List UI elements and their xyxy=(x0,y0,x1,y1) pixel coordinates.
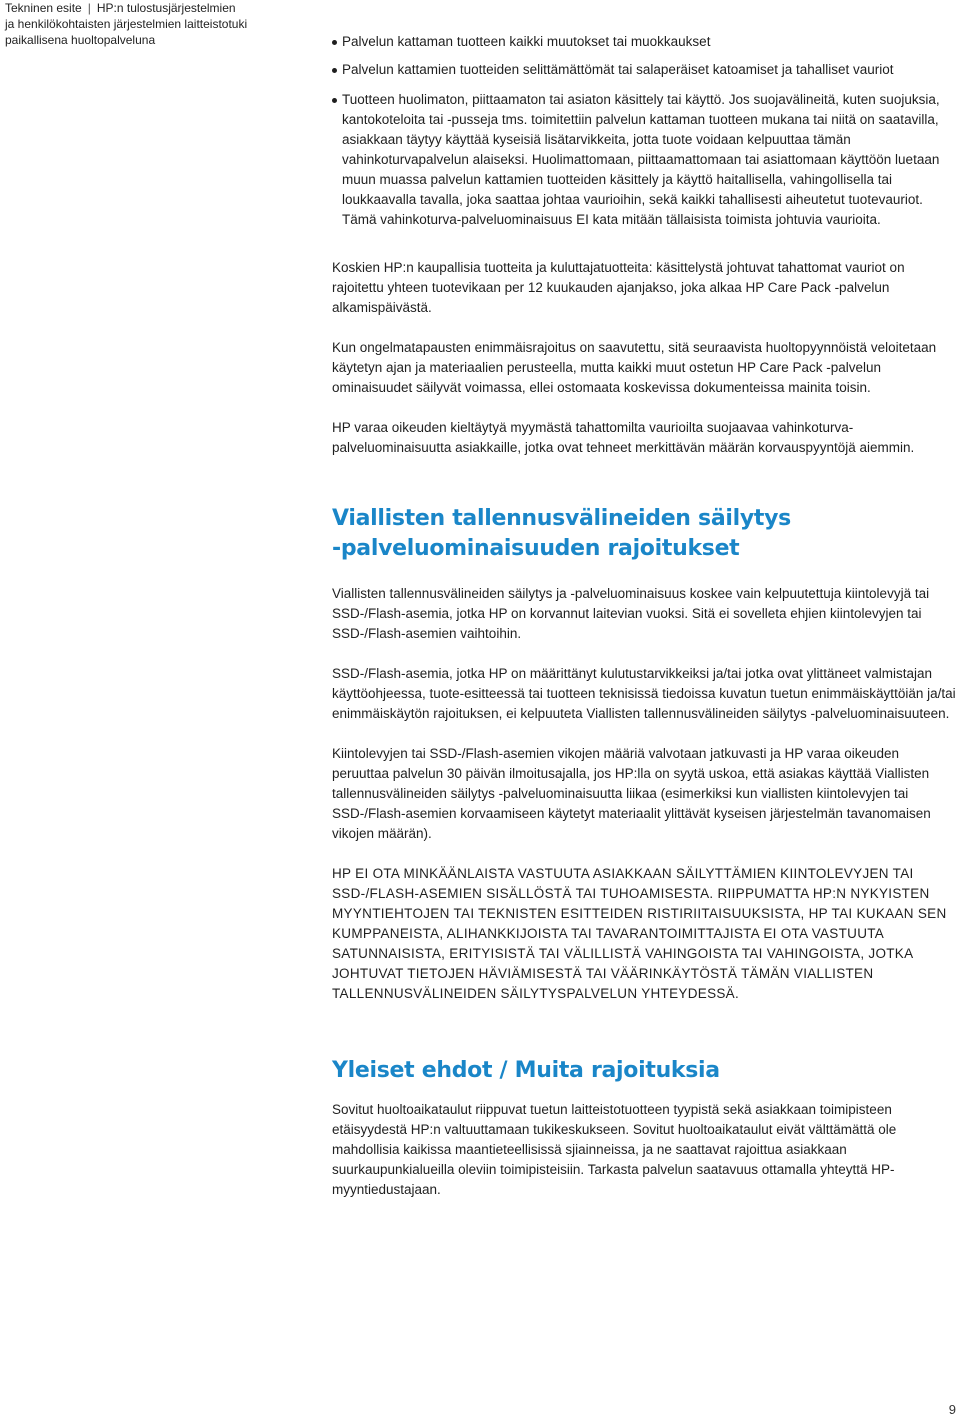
paragraph-liability-disclaimer: HP EI OTA MINKÄÄNLAISTA VASTUUTA ASIAKKAAN SÄILYTTÄMIEN KIINTOLEVYJEN TAI SSD-/FLASH-ASEMIEN SISÄLLÖSTÄ TAI TUHOAMISESTA. RIIPPUMATTA HP:N NYKYISTEN MYYNTIEHTOJEN TAI TEKNISTEN ESITTEIDEN RISTIRIITAISUUKSISTA, HP TAI KUKAAN SEN KUMPPANEISTA, ALIHANKKIJOISTA TAI TAVARANTOIMITTAJISTA EI OTA VASTUUTA SATUNNAISISTA, ERITYISISTÄ TAI VÄLILLISTÄ VAHINGOISTA TAI VAHINGOISTA, JOTKA JOHTUVAT TIETOJEN HÄVIÄMISESTÄ TAI VÄÄRINKÄYTÖSTÄ TÄMÄN VIALLISTEN TALLENNUSVÄLINEIDEN SÄILYTYSPALVELUN YHTEYDESSÄ. xyxy=(332,866,947,1001)
doc-type-label: Tekninen esite xyxy=(5,1,82,15)
list-item: Tuotteen huolimaton, piittaamaton tai asiaton käsittely tai käyttö. Jos suojavälineitä, kuten suojuksia, kantokoteloita tai -pusseja tms. toimitettiin palvelun kattaman tuotteen mukana tai niitä on saatavilla, asiakkaan täytyy käyttää kyseisiä lisätarvikkeita, jotta tuote voidaan kelpuuttaa tämän vahinkoturvapalvelun alaiseksi. Huolimattomaan, piittaamattomaan tai asiattomaan käyttöön luetaan muun muassa palvelun kattamien tuotteiden käsittely ja käyttö haitallisella, vahingollisella tai loukkaavalla tavalla, joka saattaa johtaa vaurioihin, sekä kaikki tahallisesti aiheutetut tuotevauriot. Tämä vahinkoturva-palveluominaisuus EI kata mitään tällaisista toimista johtuvia vaurioita. xyxy=(332,90,956,230)
section-heading-defective-media xyxy=(332,504,956,564)
doc-title-line-1: HP:n tulostusjärjestelmien xyxy=(96,1,236,15)
list-item: Palvelun kattaman tuotteen kaikki muutokset tai muokkaukset xyxy=(332,32,956,52)
doc-title-line-3: paikallisena huoltopalveluna xyxy=(5,33,156,47)
paragraph-accidental-damage-limit: Koskien HP:n kaupallisia tuotteita ja kuluttajatuotteita: käsittelystä johtuvat tahattomat vauriot on rajoitettu yhteen tuotevikaan per 12 kuukauden ajanjakso, joka alkaa HP Care Pack -palvelun alkamispäivästä. xyxy=(332,260,905,315)
main-content xyxy=(332,32,956,1220)
header-separator: | xyxy=(87,1,91,15)
doc-title-line-2: ja henkilökohtaisten järjestelmien laitteistotuki xyxy=(5,17,248,31)
paragraph-dmr-monitoring: Kiintolevyjen tai SSD-/Flash-asemien vikojen määriä valvotaan jatkuvasti ja HP varaa oikeuden peruuttaa palvelun 30 päivän ilmoitusajalla, jos HP:lla on syytä uskoa, että asiakas käyttää Viallisten tallennusvälineiden säilytys -palveluominaisuutta liikaa (esimerkiksi kun viallisten kiintolevyjen tai SSD-/Flash-asemien korvaamiseen käytetyt materiaalit ylittävät kyseisen järjestelmän tavanomaisen vikojen määrän). xyxy=(332,746,931,841)
paragraph-max-incidents: Kun ongelmatapausten enimmäisrajoitus on saavutettu, sitä seuraavista huoltopyynnöistä veloitetaan käytetyn ajan ja materiaalien perusteella, mutta kaikki muut ostetun HP Care Pack -palvelun ominaisuudet säilyvät voimassa, ellei ostomaata koskevissa dokumenteissa mainita toisin. xyxy=(332,340,937,395)
list-item: Palvelun kattamien tuotteiden selittämättömät tai salaperäiset katoamiset ja tahalliset vauriot xyxy=(332,60,956,80)
paragraph-general-terms: Sovitut huoltoaikataulut riippuvat tuetun laitteistotuotteen tyypistä sekä asiakkaan toimipisteen etäisyydestä HP:n valtuuttamaan tukikeskukseen. Sovitut huoltoaikataulut eivät välttämättä ole mahdollisia kaikissa maantieteellisissä sjiainneissa, ja ne saattavat rajoittua asiakkaan suurkaupunkialueilla oleviin toimipisteisiin. Tarkasta palvelun saatavuus ottamalla yhteyttä HP-myyntiedustajaan. xyxy=(332,1102,897,1197)
heading-line-2: -palveluominaisuuden rajoitukset xyxy=(332,536,740,561)
page-number: 9 xyxy=(948,1402,956,1417)
paragraph-dmr-ssd-limits: SSD-/Flash-asemia, jotka HP on määrittänyt kulutustarvikkeiksi ja/tai jotka ovat ylittäneet valmistajan käyttöohjeessa, tuote-esitteessä tai tuotteen teknisissä tiedoissa kuvatun tuetun enimmäiskäyttöiän ja/tai enimmäiskäytön rajoituksen, ei kelpuuteta Viallisten tallennusvälineiden säilytys -palveluominaisuuteen. xyxy=(332,666,956,721)
document-header xyxy=(5,0,285,48)
header-line-1 xyxy=(5,0,285,16)
section-heading-general-terms: Yleiset ehdot / Muita rajoituksia xyxy=(332,1058,720,1083)
exclusion-list xyxy=(332,32,956,230)
paragraph-right-to-refuse: HP varaa oikeuden kieltäytyä myymästä tahattomilta vaurioilta suojaavaa vahinkoturva-palveluominaisuutta asiakkaille, jotka ovat tehneet merkittävän määrän korvauspyyntöjä aiemmin. xyxy=(332,420,915,455)
paragraph-dmr-scope: Viallisten tallennusvälineiden säilytys ja -palveluominaisuus koskee vain kelpuutettuja kiintolevyjä tai SSD-/Flash-asemia, jotka HP on korvannut laitevian vuoksi. Sitä ei sovelleta ehjien kiintolevyjen tai SSD-/Flash-asemien vaihtoihin. xyxy=(332,586,930,641)
heading-line-1: Viallisten tallennusvälineiden säilytys xyxy=(332,506,791,531)
